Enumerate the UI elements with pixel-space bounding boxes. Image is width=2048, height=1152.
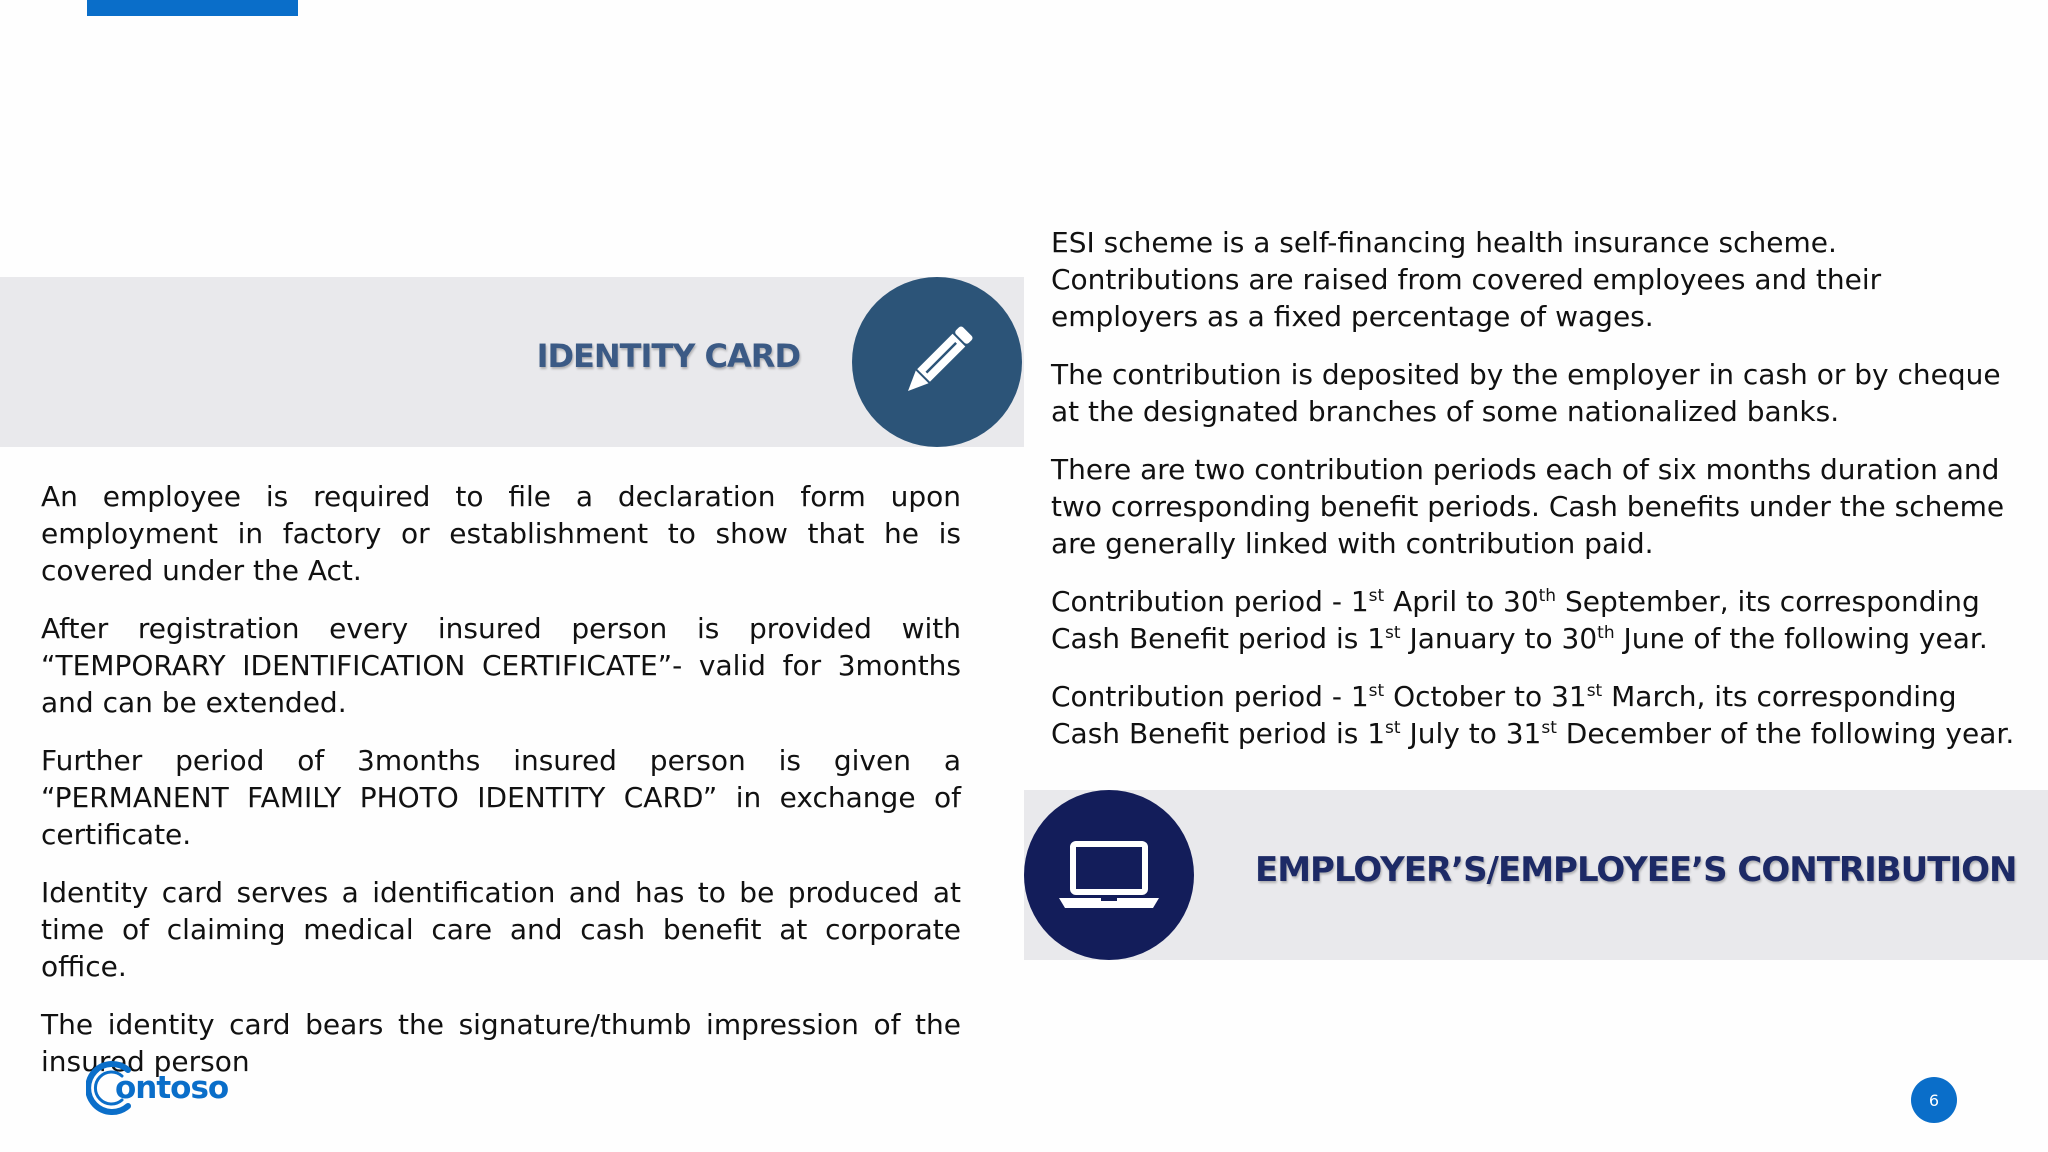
identity-paragraph: Further period of 3months insured person is given a “PERMANENT FAMILY PHOTO IDENTITY CARD” in exchange of certificate. xyxy=(41,744,961,851)
identity-paragraph: After registration every insured person is provided with “TEMPORARY IDENTIFICATION CERTIFICATE”- valid for 3months and can be extended. xyxy=(41,612,961,719)
page-number: 6 xyxy=(1911,1077,1957,1123)
logo-text: ontoso xyxy=(115,1070,229,1106)
contoso-logo xyxy=(86,1056,266,1120)
period-text: December of the following year. xyxy=(1556,717,2015,750)
period-ordinal: st xyxy=(1385,623,1401,643)
period-ordinal: st xyxy=(1541,718,1557,738)
period-text: March, its corresponding Cash Benefit period is 1 xyxy=(1051,680,1957,750)
period-text: April to 30 xyxy=(1384,585,1539,618)
period-ordinal: st xyxy=(1368,681,1385,701)
period-text: September, its corresponding Cash Benefit period is 1 xyxy=(1051,585,1980,655)
period-text: Contribution period - 1 xyxy=(1051,680,1369,713)
period-ordinal: st xyxy=(1368,586,1385,606)
contribution-paragraph: ESI scheme is a self-financing health insurance scheme. Contributions are raised from covered employees and their employers as a fixed percentage of wages. xyxy=(1051,226,1882,333)
contribution-text xyxy=(1051,224,2031,773)
identity-card-text xyxy=(41,478,961,1101)
contribution-circle xyxy=(1024,790,1194,960)
contribution-paragraph: There are two contribution periods each of six months duration and two corresponding benefit periods. Cash benefits under the scheme are generally linked with contribution paid. xyxy=(1051,453,2005,560)
contoso-logo-icon xyxy=(86,1056,266,1120)
period-text: January to 30 xyxy=(1400,622,1598,655)
identity-paragraph: The identity card bears the signature/thumb impression of the insured person xyxy=(41,1008,961,1078)
laptop-icon xyxy=(1057,838,1161,912)
pencil-icon xyxy=(892,317,982,407)
period-ordinal: st xyxy=(1385,718,1401,738)
period-text: October to 31 xyxy=(1384,680,1587,713)
period-ordinal: th xyxy=(1597,623,1615,643)
period-text: Contribution period - 1 xyxy=(1051,585,1369,618)
identity-card-circle xyxy=(852,277,1022,447)
period-ordinal: st xyxy=(1586,681,1603,701)
contribution-title: EMPLOYER’S/EMPLOYEE’S CONTRIBUTION xyxy=(1255,850,2017,890)
contribution-paragraph: The contribution is deposited by the employer in cash or by cheque at the designated branches of some nationalized banks. xyxy=(1051,358,2001,428)
identity-paragraph: Identity card serves a identification and has to be produced at time of claiming medical care and cash benefit at corporate office. xyxy=(41,876,961,983)
period-ordinal: th xyxy=(1538,586,1557,606)
period-text: July to 31 xyxy=(1400,717,1542,750)
contribution-period-2 xyxy=(1051,678,2031,752)
identity-paragraph: An employee is required to file a declaration form upon employment in factory or establishment to show that he is covered under the Act. xyxy=(41,480,961,587)
contribution-period-1 xyxy=(1051,583,2031,657)
accent-bar xyxy=(87,0,298,16)
period-text: June of the following year. xyxy=(1614,622,1988,655)
identity-card-title: IDENTITY CARD xyxy=(536,337,800,375)
